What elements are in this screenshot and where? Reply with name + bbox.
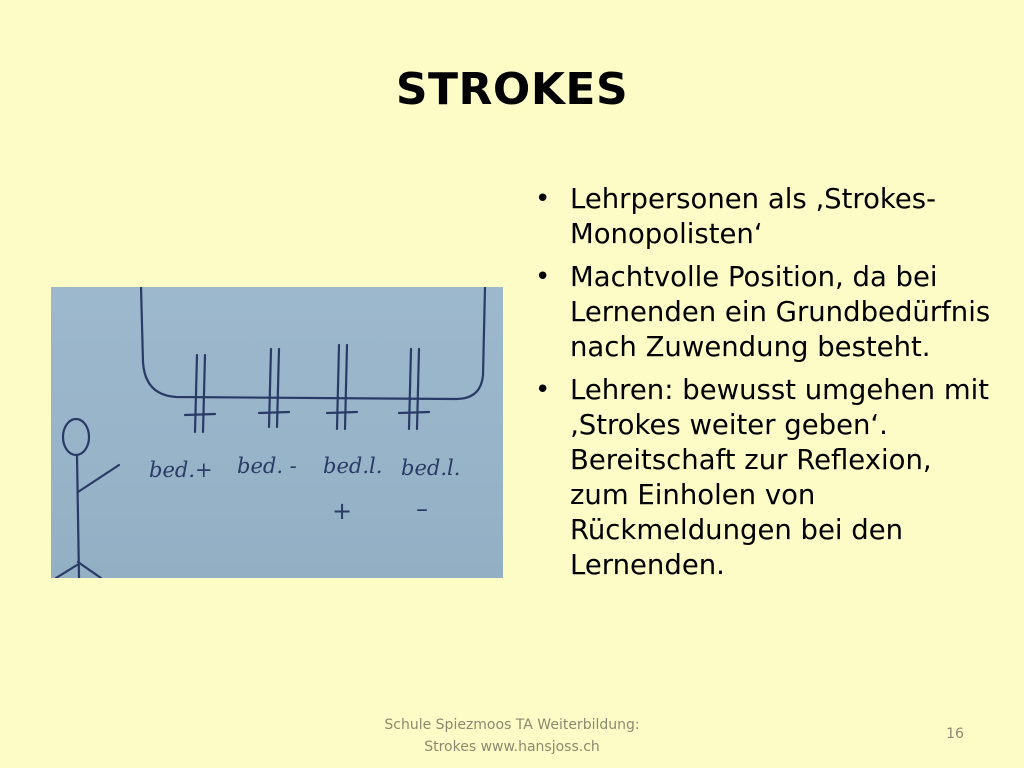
bullet-text: Lehren: bewusst umgehen mit ‚Strokes weiter geben‘. Bereitschaft zur Reflexion, zum Einholen von Rückmeldungen bei den Lernenden. (570, 374, 990, 581)
whiteboard-sketch (51, 287, 503, 578)
bullet-text: Lehrpersonen als ‚Strokes- Monopolisten‘ (570, 183, 937, 250)
sketch-label-3: bed.l. (323, 454, 383, 478)
sketch-box (141, 287, 485, 399)
sketch-connectors (185, 345, 429, 432)
sketch-plus-sign: + (332, 497, 353, 525)
sketch-label-2: bed. - (237, 454, 297, 478)
sketch-stick-figure (56, 419, 119, 578)
footer-line-1: Schule Spiezmoos TA Weiterbildung: (384, 717, 640, 733)
bullet-list (535, 182, 995, 591)
slide-title: STROKES (395, 64, 629, 115)
bullet-item (535, 182, 995, 252)
sketch-minus-sign: – (416, 495, 428, 523)
bullet-item (535, 260, 995, 365)
bullet-text: Machtvolle Position, da bei Lernenden ein Grundbedürfnis nach Zuwendung besteht. (570, 261, 991, 363)
bullet-dot: • (535, 262, 551, 292)
sketch-label-1: bed.+ (149, 458, 213, 482)
slide-footer (362, 714, 662, 758)
footer-line-2: Strokes www.hansjoss.ch (424, 739, 600, 755)
bullet-item (535, 373, 995, 583)
page-number: 16 (946, 726, 964, 742)
sketch-label-4: bed.l. (401, 456, 461, 480)
bullet-dot: • (535, 184, 551, 214)
bullet-dot: • (535, 375, 551, 405)
whiteboard-photo (51, 287, 503, 578)
